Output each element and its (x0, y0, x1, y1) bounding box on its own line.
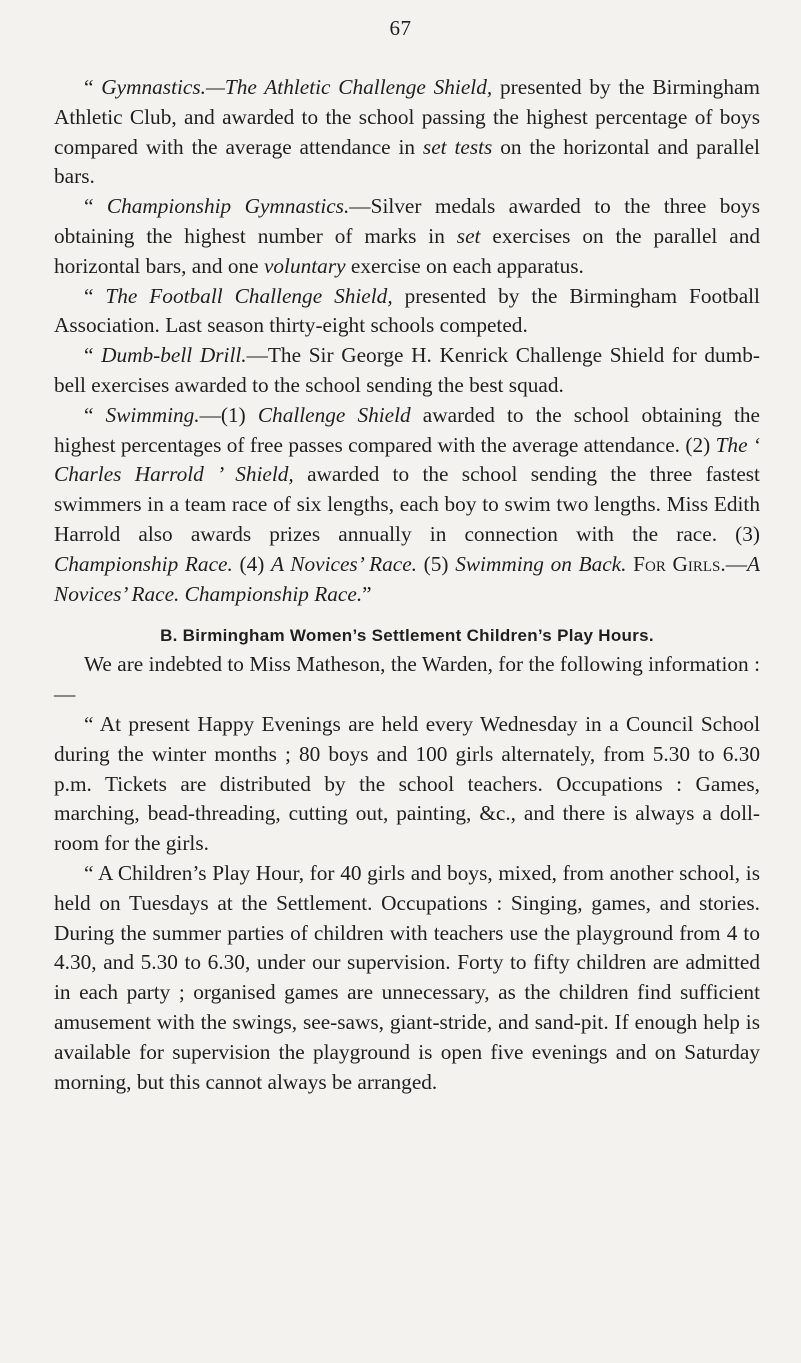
text-run: voluntary (263, 253, 346, 278)
text-run: (5) (417, 551, 456, 576)
paragraph-football (54, 282, 760, 342)
text-run: Swimming. (105, 402, 200, 427)
paragraph-swimming (54, 401, 760, 610)
text-run: on the horizontal and parallel bars. (54, 134, 760, 189)
text-run: For Girls. (633, 551, 726, 576)
text-run: set tests (422, 134, 493, 159)
body-text (54, 73, 760, 1097)
text-run: exercises on the parallel and horizontal bars, and one (54, 223, 760, 278)
section-heading: B. Birmingham Women’s Settlement Children’s Play Hours. (160, 626, 654, 646)
text-run: —(1) (199, 402, 258, 427)
paragraph-dumb-bell-drill (54, 341, 760, 401)
section-b-body (54, 650, 760, 1097)
text-run: Swimming on Back. (455, 551, 627, 576)
text-run: “ (84, 75, 102, 99)
text-run: The ‘ Charles Harrold ’ Shield, (54, 432, 760, 487)
text-run: “ (84, 402, 106, 427)
text-run: Championship Gymnastics. (106, 194, 350, 219)
text-run: We are indebted to Miss Matheson, the Warden, for the following information :— (54, 652, 760, 707)
text-run: presented by the Birmingham Athletic Club, and awarded to the school passing the highest percentage of boys compared with the average attendance in (54, 75, 760, 159)
text-run: The Football Challenge Shield, (105, 283, 393, 308)
text-run: (4) (232, 551, 271, 576)
text-run: Dumb-bell Drill. (101, 343, 247, 368)
text-run: “ A Children’s Play Hour, for 40 girls and boys, mixed, from another school, is held on Tuesdays at the Settlement. Occupations : Singing, games, and stories. During the summer parties of children with teachers use the playground from 4 to 4.30, and 5.30 to 6.30, under our supervision. Forty to fifty children are admitted in each party ; organised games are unnecessary, as the children find sufficient amusement with the swings, see-saws, giant-stride, and sand-pit. If enough help is available for supervision the playground is open five evenings and on Saturday morning, but this cannot always be arranged. (54, 860, 760, 1094)
text-run: “ (84, 194, 107, 219)
text-run: “ (84, 283, 106, 308)
text-run: ” (362, 581, 372, 606)
paragraph-championship-gymnastics (54, 192, 760, 281)
text-run: A Novices’ Race. Championship Race. (54, 551, 761, 606)
text-run: Championship Race. (54, 551, 233, 576)
text-run: Challenge Shield (257, 402, 411, 427)
text-run: awarded to the school obtaining the highest percentages of free passes compared with the average attendance. (2) (54, 402, 760, 457)
text-run: Gymnastics.—The Athletic Challenge Shield, (101, 75, 493, 99)
text-run: exercise on each apparatus. (345, 253, 584, 278)
text-run: — (725, 551, 747, 576)
page-number: 67 (389, 16, 412, 40)
text-run: presented by the Birmingham Football Association. Last season thirty-eight schools competed. (54, 283, 760, 338)
paragraph-indebted (54, 650, 760, 710)
paragraph-gymnastics (54, 73, 760, 192)
text-run: —Silver medals awarded to the three boys obtaining the highest number of marks in (54, 194, 760, 248)
text-run: —The Sir George H. Kenrick Challenge Shield for dumb-bell exercises awarded to the school sending the best squad. (54, 343, 760, 397)
text-run: “ (84, 343, 102, 368)
paragraph-play-hour (54, 859, 760, 1097)
text-run: set (456, 223, 481, 248)
paragraph-happy-evenings (54, 710, 760, 859)
text-run: awarded to the school sending the three fastest swimmers in a team race of six lengths, each boy to swim two lengths. Miss Edith Harrold also awards prizes annually in connection with the race. (3) (54, 462, 760, 546)
text-run: “ At present Happy Evenings are held every Wednesday in a Council School during the winter months ; 80 boys and 100 girls alternately, from 5.30 to 6.30 p.m. Tickets are distributed by the school teachers. Occupations : Games, marching, bead-threading, cutting out, painting, &c., and there is always a doll-room for the girls. (54, 711, 760, 856)
section-a-continued (54, 73, 760, 609)
text-run: A Novices’ Race. (271, 551, 417, 576)
